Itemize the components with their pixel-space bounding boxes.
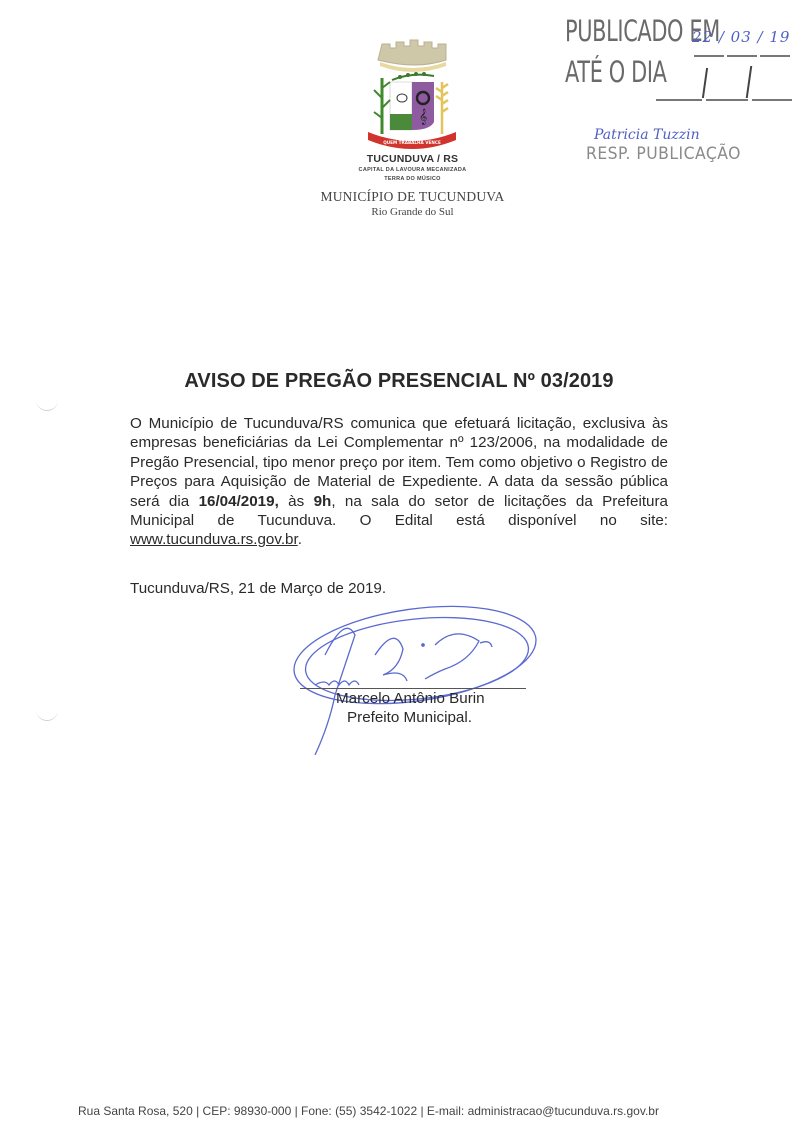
notice-text: . (297, 531, 302, 549)
responsible-signature: Patricia Tuzzin (594, 127, 700, 143)
stamp-responsible-label: RESP. PUBLICAÇÃO (586, 144, 741, 164)
website-link[interactable]: www.tucunduva.rs.gov.br (130, 531, 298, 549)
stamp-underline (727, 55, 757, 57)
stamp-slash (702, 68, 708, 98)
crest-motto-2: TERRA DO MÚSICO (384, 176, 441, 182)
handwritten-signature (285, 595, 545, 755)
state-name: Rio Grande do Sul (371, 206, 454, 218)
signatory-role: Prefeito Municipal. (347, 709, 472, 726)
notice-text: às (278, 492, 314, 510)
footer-contact: Rua Santa Rosa, 520 | CEP: 98930-000 | Fone: (55) 3542-1022 | E-mail: administracao@tucunduva.rs.gov.br (78, 1104, 659, 1118)
notice-paragraph (130, 414, 668, 550)
signature-line (300, 688, 526, 689)
stamp-underline (694, 55, 724, 57)
crest-ribbon-text: QUEM TRABALHA VENCE (383, 140, 441, 145)
stamp-published-label: PUBLICADO EM (565, 14, 720, 48)
crest-motto-1: CAPITAL DA LAVOURA MECANIZADA (358, 167, 467, 173)
stamp-published-date: 22 / 03 / 19 (692, 28, 791, 46)
signatory-name: Marcelo Antônio Burin (336, 690, 485, 707)
notice-title: AVISO DE PREGÃO PRESENCIAL Nº 03/2019 (184, 370, 614, 392)
scan-punch-mark (36, 708, 58, 721)
scan-punch-mark (36, 398, 58, 411)
stamp-underline (706, 99, 748, 101)
stamp-underline (656, 99, 702, 101)
notice-text: , na sala do setor de licitações da Prefeitura Municipal de Tucunduva. O Edital está disponível no site: (130, 492, 668, 530)
municipality-name: MUNICÍPIO DE TUCUNDUVA (320, 189, 505, 204)
svg-text:𝄞: 𝄞 (419, 109, 428, 125)
place-and-date: Tucunduva/RS, 21 de Março de 2019. (130, 580, 387, 597)
session-time: 9h (313, 492, 332, 510)
stamp-underline (752, 99, 792, 101)
session-date: 16/04/2019, (198, 492, 279, 510)
stamp-until-label: ATÉ O DIA (565, 55, 667, 89)
crest-city-name: TUCUNDUVA / RS (366, 153, 459, 165)
stamp-underline (760, 55, 790, 57)
notice-text: O Município de Tucunduva/RS comunica que efetuará licitação, exclusiva às empresas beneficiárias da Lei Complementar nº 123/2006, na modalidade de Pregão Presencial, tipo menor preço por item. Tem como objetivo o Registro de Preços para Aquisição de Material de Expediente. A data da sessão pública será dia (130, 415, 668, 510)
stamp-slash (746, 66, 752, 98)
municipal-coat-of-arms (362, 38, 462, 150)
